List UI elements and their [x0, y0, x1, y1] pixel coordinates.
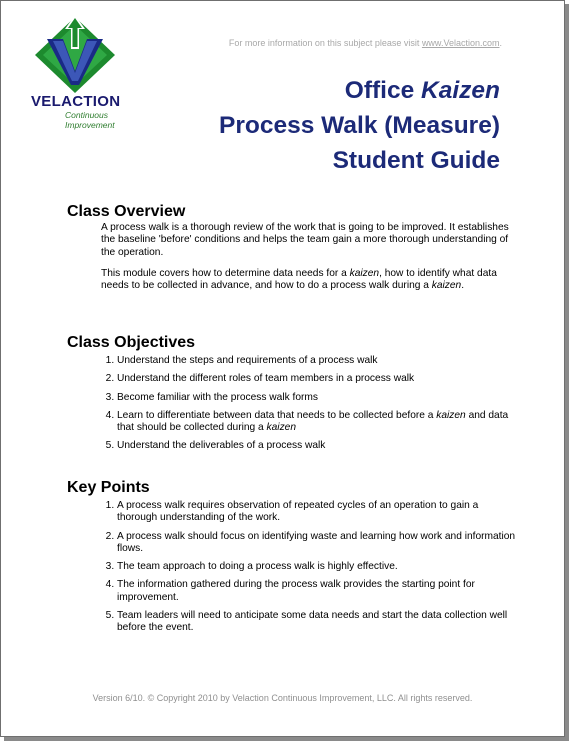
logo-tagline: Continuous Improvement	[65, 110, 115, 130]
key-point-item: 1. A process walk requires observation of repeated cycles of an operation to gain a thorough understanding of the work.	[117, 500, 517, 525]
key-point-item: 2. A process walk should focus on identifying waste and learning how work and information flows.	[117, 531, 517, 556]
title-line-2: Process Walk (Measure)	[219, 112, 500, 139]
title-line-1	[219, 73, 500, 108]
class-overview-body	[101, 222, 517, 292]
info-suffix: .	[499, 38, 502, 48]
objective-item: 3. Become familiar with the process walk forms	[117, 392, 517, 404]
key-points-heading: Key Points	[67, 479, 150, 496]
logo-mark-icon	[33, 15, 117, 95]
overview-paragraph-2: This module covers how to determine data needs for a kaizen, how to identify what data needs to be collected in advance, and how to do a process walk during a kaizen.	[101, 267, 497, 292]
copyright-footer: Version 6/10. © Copyright 2010 by Velaction Continuous Improvement, LLC. All rights reserved.	[92, 693, 473, 703]
class-objectives-heading: Class Objectives	[67, 334, 196, 351]
key-point-item: 3. The team approach to doing a process walk is highly effective.	[117, 561, 517, 573]
velaction-link[interactable]: www.Velaction.com	[421, 38, 500, 48]
class-objectives-section	[67, 334, 517, 459]
key-point-item: 4. The information gathered during the process walk provides the starting point for improvement.	[117, 579, 517, 604]
title-office: Office	[344, 77, 415, 104]
class-overview-section	[67, 203, 517, 301]
objective-item: 5. Understand the deliverables of a process walk	[117, 440, 517, 452]
class-overview-heading: Class Overview	[67, 203, 186, 220]
objective-item: 2. Understand the different roles of team members in a process walk	[117, 373, 517, 385]
info-prefix: For more information on this subject please visit	[228, 38, 420, 48]
key-points-section	[67, 479, 517, 641]
document-title	[219, 73, 500, 178]
key-points-list	[67, 500, 517, 635]
info-line	[229, 38, 502, 48]
title-line-3: Student Guide	[332, 147, 500, 174]
key-point-item: 5. Team leaders will need to anticipate some data needs and start the data collection well before the event.	[117, 610, 517, 635]
logo-wordmark: VELACTION	[31, 93, 121, 110]
overview-paragraph-1: A process walk is a thorough review of the work that is going to be improved. It establishes the baseline 'before' conditions and helps the team gain a more thorough understanding of the operation.	[101, 222, 509, 258]
objective-item: 4. Learn to differentiate between data that needs to be collected before a kaizen and data that should be collected during a kaizen	[117, 410, 517, 435]
objective-item: 1. Understand the steps and requirements of a process walk	[117, 355, 517, 367]
title-kaizen: Kaizen	[421, 77, 500, 104]
objectives-list	[67, 355, 517, 453]
velaction-logo	[25, 15, 155, 130]
